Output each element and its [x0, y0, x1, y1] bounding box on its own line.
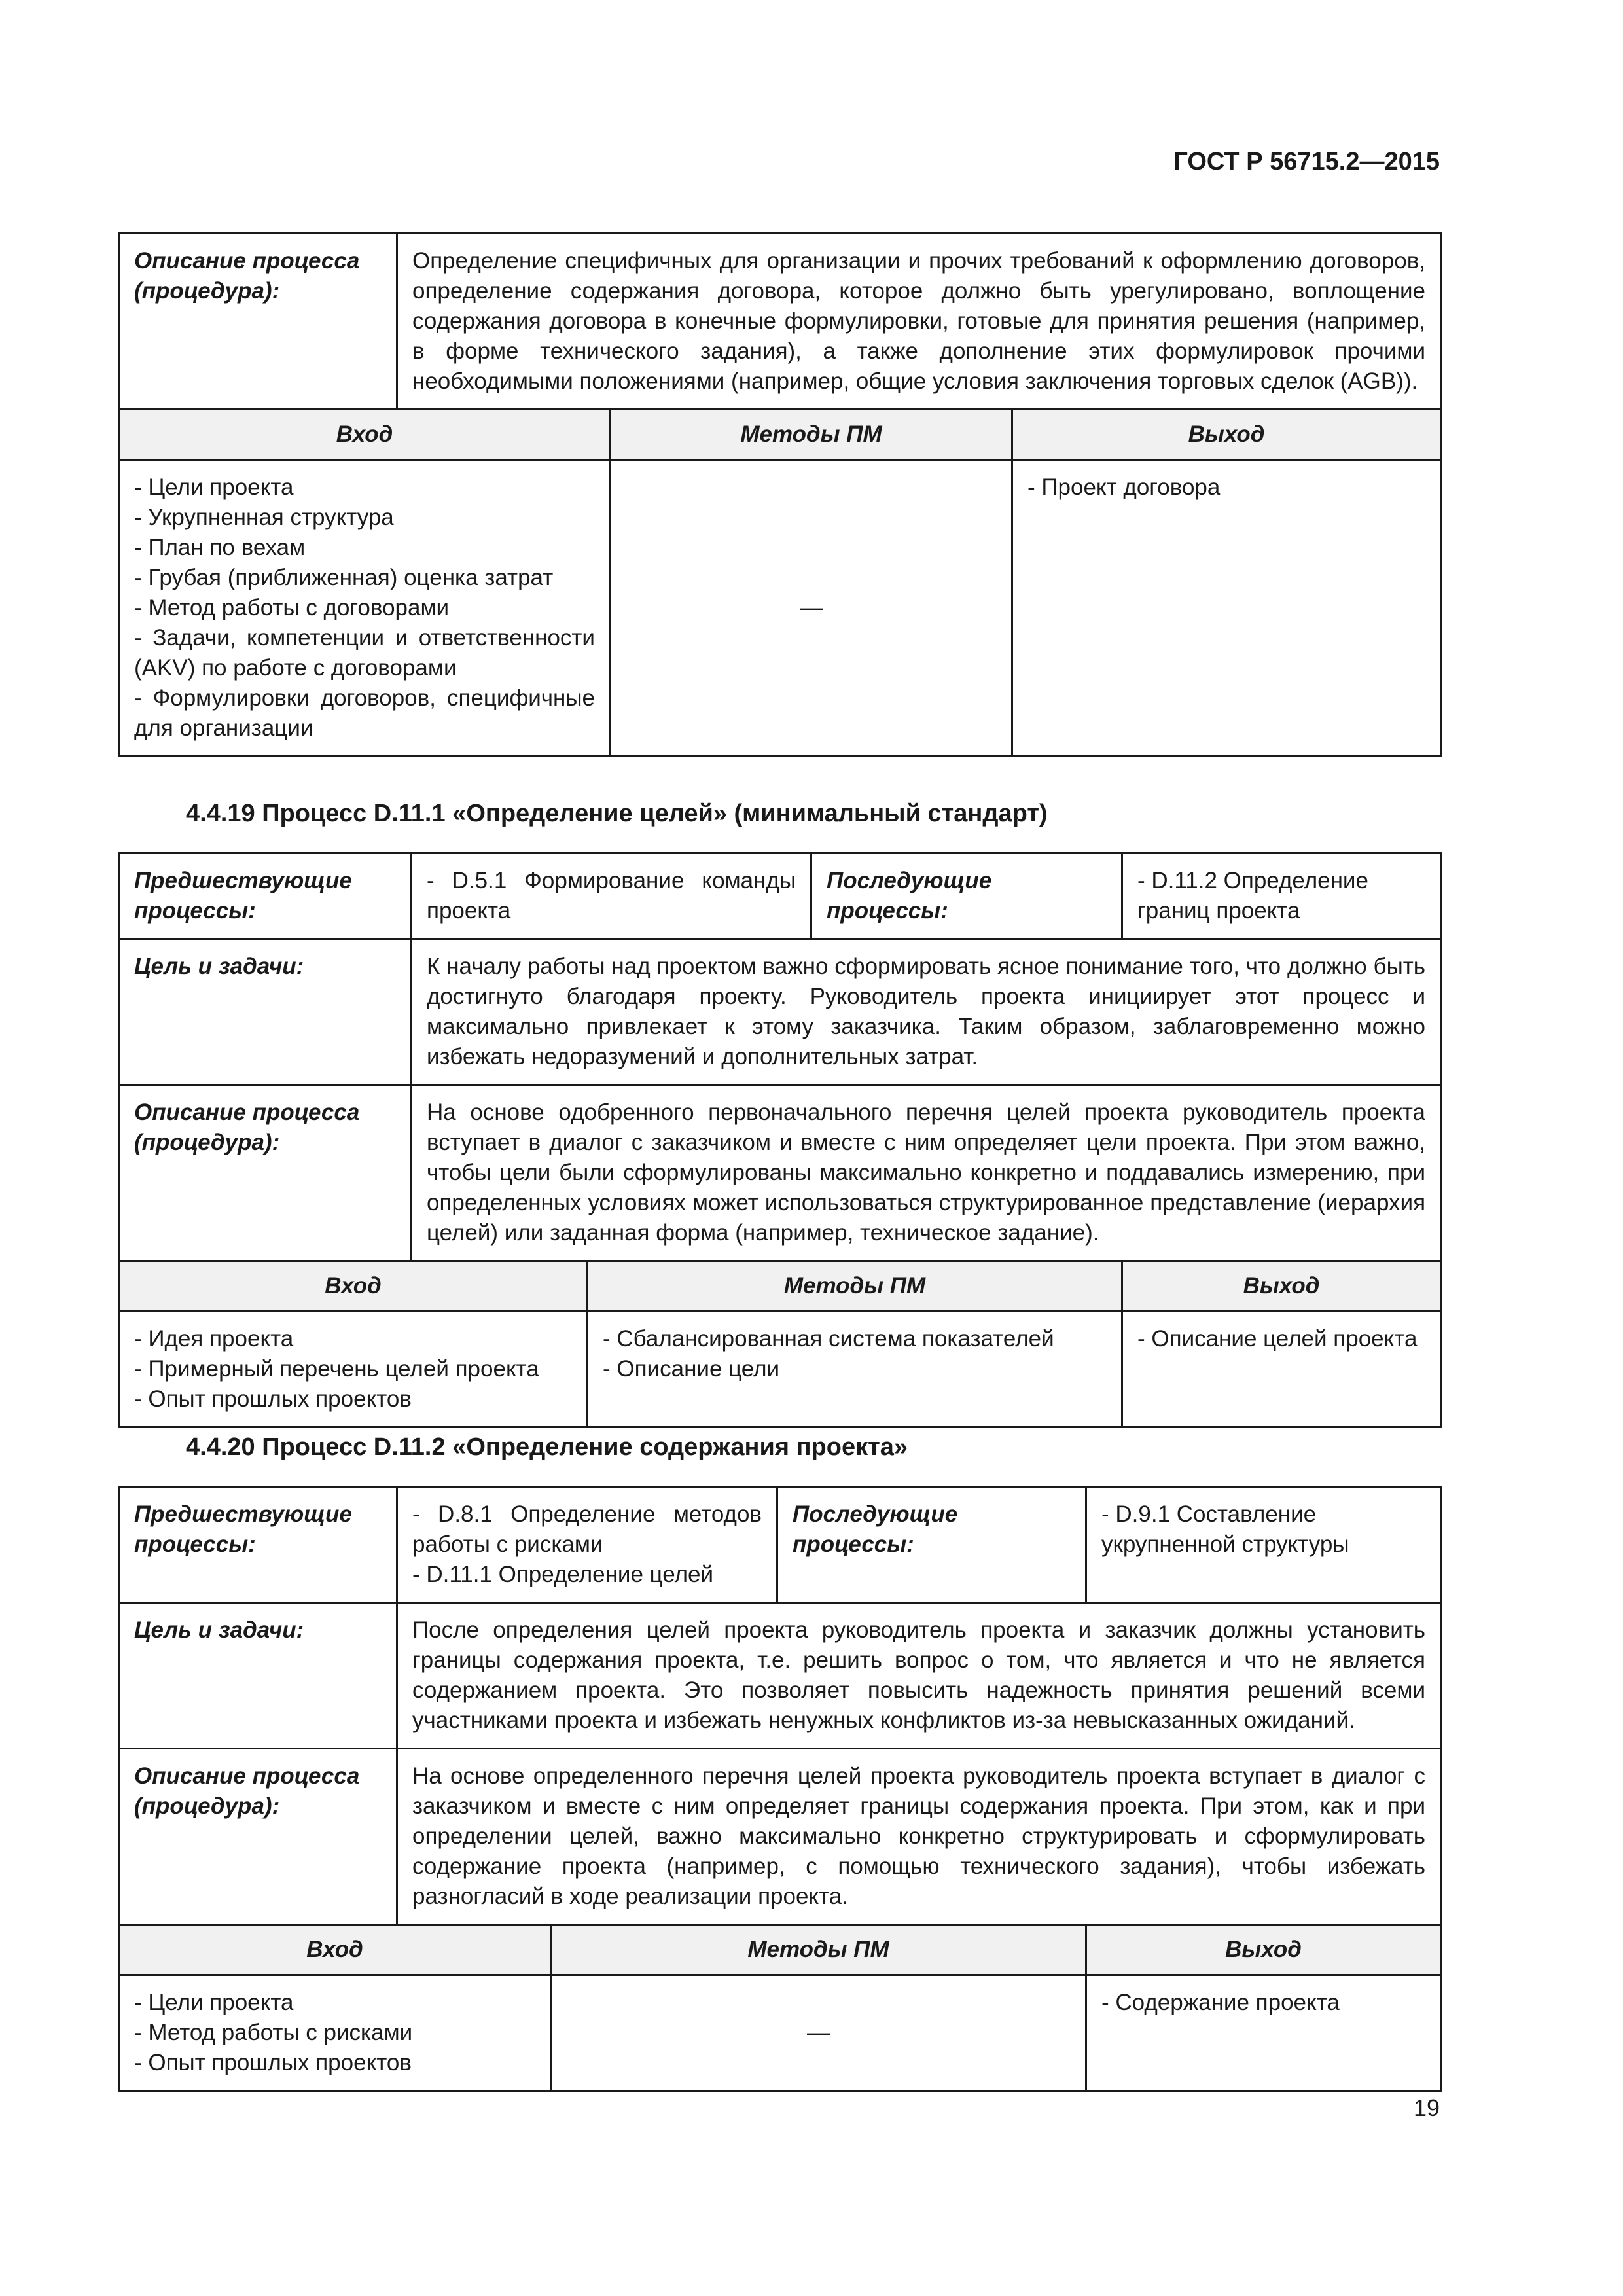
preceding-value: - D.5.1 Формирование команды проекта	[412, 853, 812, 939]
list-item: - Метод работы с договорами	[134, 595, 450, 620]
table-row	[119, 1749, 1441, 1925]
goals-label: Цель и задачи:	[119, 939, 412, 1085]
preceding-label: Предшествующие процессы:	[119, 1487, 397, 1603]
list-item: - Примерный перечень целей проекта	[134, 1356, 539, 1382]
list-item: - Цели проекта	[134, 1990, 294, 2015]
description-text: Определение специфичных для организации и прочих требований к оформлению договоров, определение содержания договора, которое должно быть урегулировано, воплощение содержания договора в конечные формулировки, готовые для принятия решения (например, в форме технического задания), а также дополнение этих формулировок прочими необходимыми положениями (например, общие условия заключения торговых сделок (AGB)).	[397, 234, 1441, 410]
column-header-output: Выход	[1086, 1925, 1441, 1975]
input-list	[119, 1312, 588, 1427]
list-item: - Опыт прошлых проектов	[134, 1386, 412, 1412]
description-label: Описание процесса (процедура):	[119, 234, 397, 410]
table-row	[119, 460, 1441, 757]
list-item: - Содержание проекта	[1101, 1990, 1340, 2015]
goals-text: После определения целей проекта руководитель проекта и заказчик должны установить границы содержания проекта, т.е. решить вопрос о том, что является и что не является содержанием проекта. Это позволяет повысить надежность принятия решений всеми участниками проекта и избежать ненужных конфликтов из-за невысказанных ожиданий.	[397, 1603, 1441, 1749]
methods-cell: —	[551, 1975, 1086, 2091]
list-item: - Идея проекта	[134, 1326, 294, 1352]
description-label: Описание процесса (процедура):	[119, 1085, 412, 1261]
column-header-output: Выход	[1012, 410, 1441, 460]
following-label: Последующие процессы:	[777, 1487, 1086, 1603]
preceding-label: Предшествующие процессы:	[119, 853, 412, 939]
following-label: Последующие процессы:	[812, 853, 1122, 939]
column-header-methods: Методы ПМ	[611, 410, 1012, 460]
description-text: На основе определенного перечня целей проекта руководитель проекта вступает в диалог с заказчиком и вместе с ним определяет границы содержания проекта. При этом, как и при определении целей, важно максимально конкретно структурировать и сформулировать содержание проекта (например, с помощью технического задания), чтобы избежать разногласий в ходе реализации проекта.	[397, 1749, 1441, 1925]
list-item: - Описание целей проекта	[1137, 1326, 1418, 1352]
column-header-methods: Методы ПМ	[551, 1925, 1086, 1975]
column-header-methods: Методы ПМ	[588, 1261, 1122, 1312]
column-header-output: Выход	[1122, 1261, 1441, 1312]
table-row	[119, 853, 1441, 939]
process-table-scope	[118, 1486, 1442, 2092]
output-list	[1012, 460, 1441, 757]
table-row	[119, 1487, 1441, 1603]
output-list	[1086, 1975, 1441, 2091]
list-item: - Укрупненная структура	[134, 505, 394, 530]
list-item: - Проект договора	[1027, 475, 1221, 500]
following-value: - D.9.1 Составление укрупненной структуры	[1086, 1487, 1441, 1603]
section-heading: 4.4.19 Процесс D.11.1 «Определение целей» (минимальный стандарт)	[186, 800, 1048, 827]
list-item: - D.11.1 Определение целей	[412, 1562, 714, 1587]
list-item: - Описание цели	[603, 1356, 780, 1382]
list-item: - Метод работы с рисками	[134, 2020, 413, 2045]
following-value: - D.11.2 Определение границ проекта	[1122, 853, 1441, 939]
section-heading: 4.4.20 Процесс D.11.2 «Определение содержания проекта»	[186, 1433, 908, 1461]
table-header-row	[119, 1925, 1441, 1975]
process-table-contract	[118, 232, 1442, 757]
input-list	[119, 460, 611, 757]
goals-text: К началу работы над проектом важно сформировать ясное понимание того, что должно быть достигнуто благодаря проекту. Руководитель проекта инициирует этот процесс и максимально привлекает к этому заказчика. Таким образом, заблаговременно можно избежать недоразумений и дополнительных затрат.	[412, 939, 1441, 1085]
table-header-row	[119, 1261, 1441, 1312]
list-item: - Сбалансированная система показателей	[603, 1326, 1054, 1352]
document-id: ГОСТ Р 56715.2—2015	[1173, 148, 1440, 175]
description-text: На основе одобренного первоначального перечня целей проекта руководитель проекта вступает в диалог с заказчиком и вместе с ним определяет цели проекта. При этом важно, чтобы цели были сформулированы максимально конкретно и поддавались измерению, при определенных условиях может использоваться структурированное представление (иерархия целей) или заданная форма (например, техническое задание).	[412, 1085, 1441, 1261]
list-item: - План по вехам	[134, 535, 306, 560]
list-item: - Опыт прошлых проектов	[134, 2050, 412, 2075]
input-list	[119, 1975, 551, 2091]
list-item: - Грубая (приближенная) оценка затрат	[134, 565, 554, 590]
preceding-value	[397, 1487, 777, 1603]
table-row	[119, 939, 1441, 1085]
page-number: 19	[1413, 2094, 1440, 2121]
methods-list	[588, 1312, 1122, 1427]
list-item: - Задачи, компетенции и ответственности (AKV) по работе с договорами	[134, 625, 595, 681]
methods-cell: —	[611, 460, 1012, 757]
table-row	[119, 234, 1441, 410]
table-row	[119, 1975, 1441, 2091]
column-header-input: Вход	[119, 1925, 551, 1975]
column-header-input: Вход	[119, 1261, 588, 1312]
process-table-goals	[118, 852, 1442, 1428]
list-item: - Формулировки договоров, специфичные для организации	[134, 685, 595, 741]
table-row	[119, 1312, 1441, 1427]
table-row	[119, 1085, 1441, 1261]
goals-label: Цель и задачи:	[119, 1603, 397, 1749]
output-list	[1122, 1312, 1441, 1427]
list-item: - D.8.1 Определение методов работы с рисками	[412, 1501, 762, 1557]
list-item: - Цели проекта	[134, 475, 294, 500]
description-label: Описание процесса (процедура):	[119, 1749, 397, 1925]
column-header-input: Вход	[119, 410, 611, 460]
table-row	[119, 1603, 1441, 1749]
table-header-row	[119, 410, 1441, 460]
